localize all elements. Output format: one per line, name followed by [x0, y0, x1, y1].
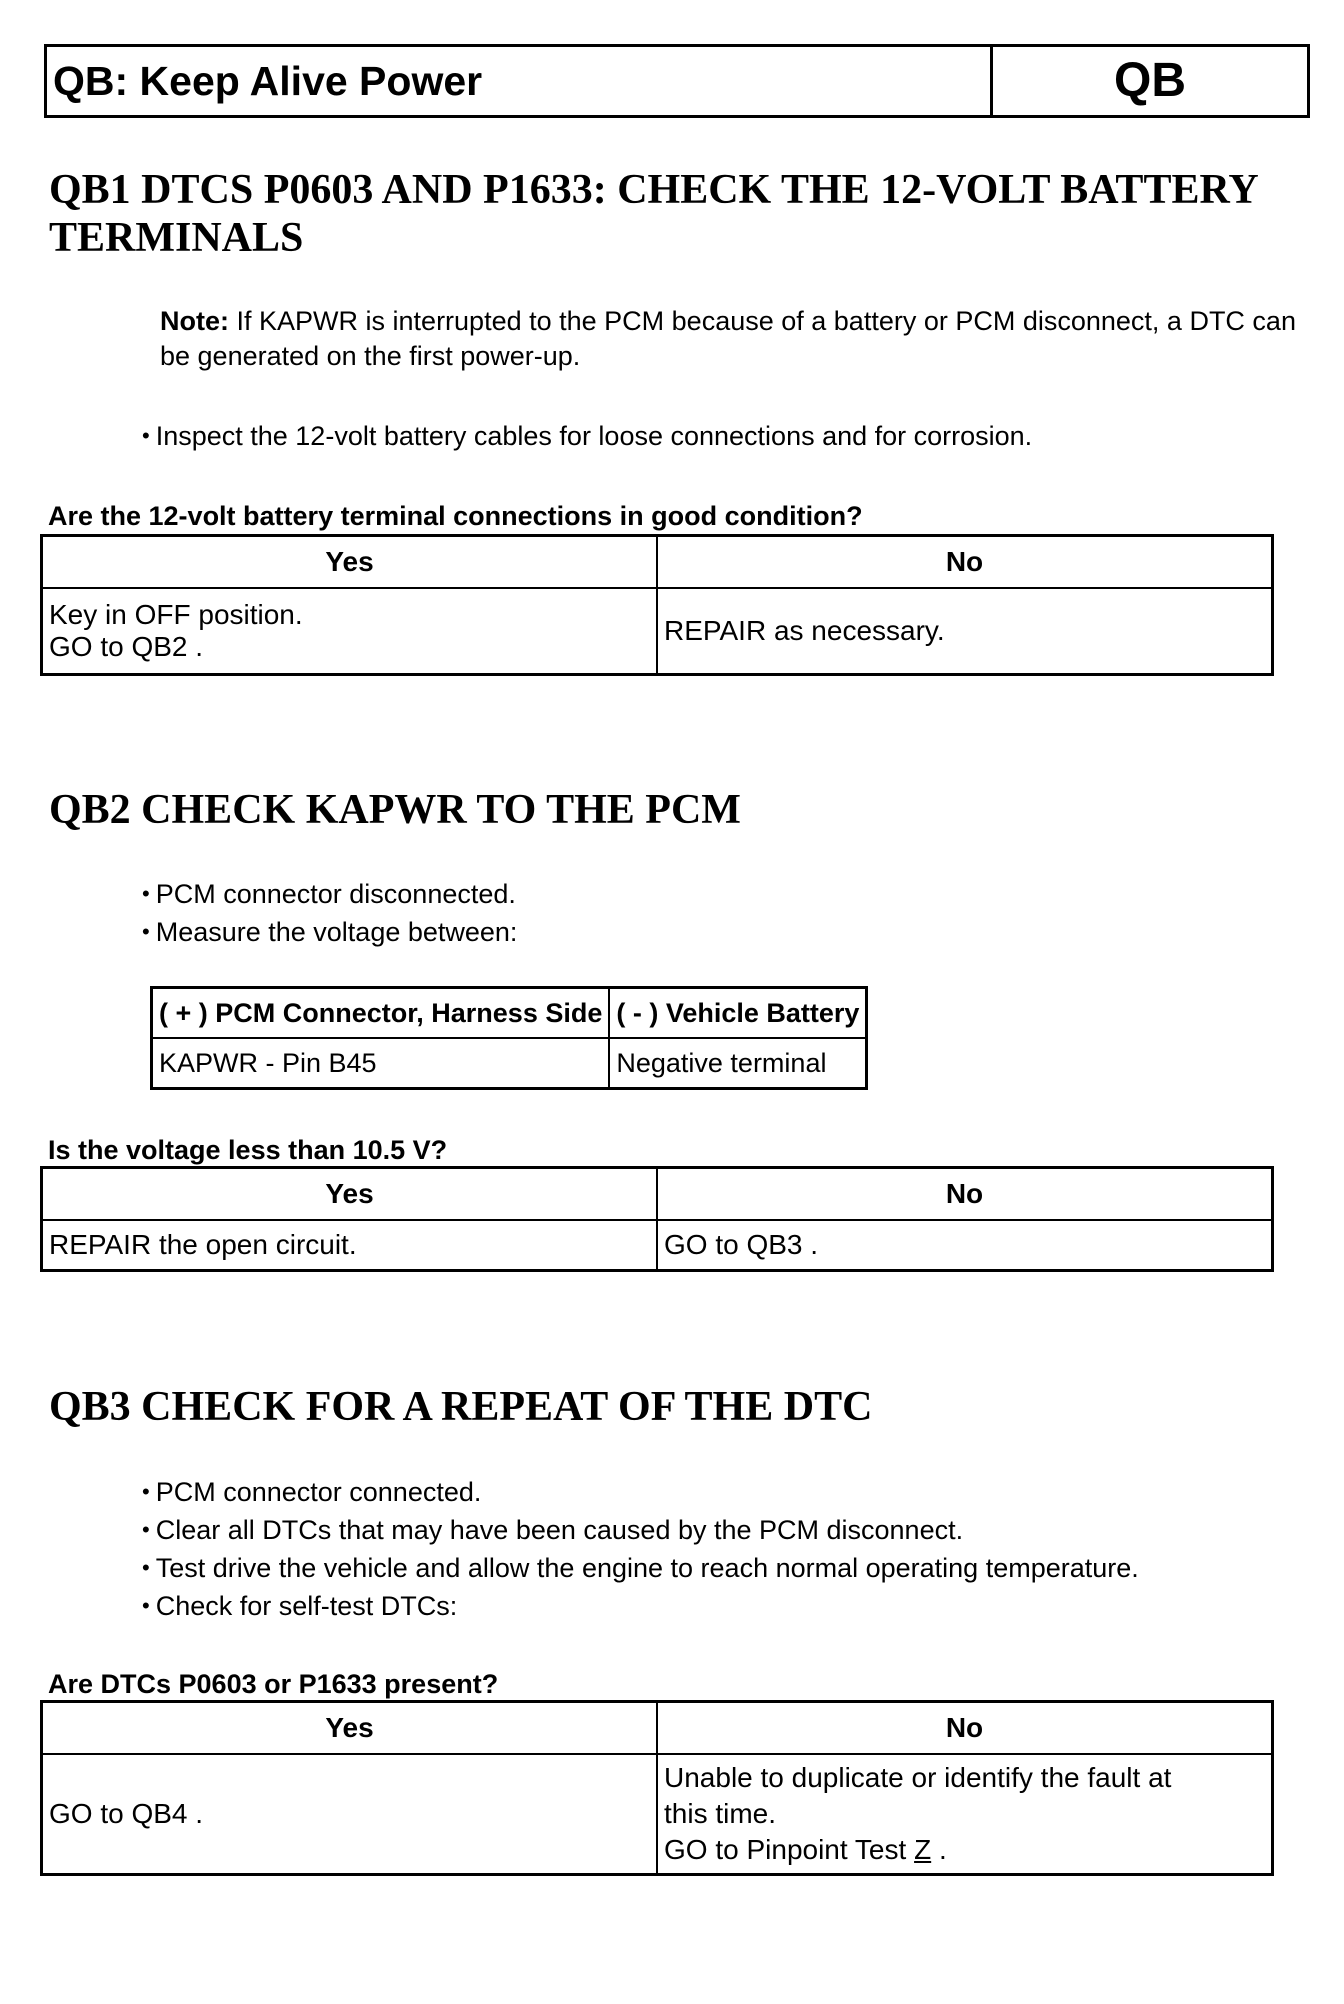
no-cell: REPAIR as necessary.: [657, 588, 1273, 674]
table-row: [42, 1754, 1273, 1874]
table-row: [42, 1220, 1273, 1270]
list-item: • PCM connector connected.: [142, 1474, 1139, 1512]
pinpoint-test-link[interactable]: Z: [914, 1833, 932, 1865]
list-item: • Measure the voltage between:: [142, 914, 517, 952]
yes-header: Yes: [42, 1168, 658, 1221]
qb3-heading: QB3 CHECK FOR A REPEAT OF THE DTC: [49, 1384, 873, 1430]
qb3-bullets: [142, 1474, 1139, 1626]
yes-header: Yes: [42, 1702, 658, 1755]
note-label: Note:: [160, 306, 229, 336]
negative-lead-header: ( - ) Vehicle Battery: [609, 988, 867, 1039]
yes-cell: [42, 588, 658, 674]
list-item: • Test drive the vehicle and allow the engine to reach normal operating temperature.: [142, 1550, 1139, 1588]
table-row: [152, 1038, 867, 1089]
no-header: No: [657, 1168, 1273, 1221]
no-line-1: Unable to duplicate or identify the fault at: [664, 1761, 1172, 1793]
list-item: • PCM connector disconnected.: [142, 876, 517, 914]
page-title: QB: Keep Alive Power: [47, 47, 993, 115]
qb1-bullets: [142, 418, 1032, 456]
qb1-decision-table: [40, 534, 1274, 676]
qb2-heading: QB2 CHECK KAPWR TO THE PCM: [49, 787, 741, 833]
positive-lead-value: KAPWR - Pin B45: [152, 1038, 610, 1089]
qb1-heading: QB1 DTCS P0603 AND P1633: CHECK THE 12-VOLT BATTERY TERMINALS: [49, 167, 1258, 261]
no-line-2: this time.: [664, 1797, 777, 1829]
yes-cell: REPAIR the open circuit.: [42, 1220, 658, 1270]
yes-line-1: Key in OFF position.: [49, 598, 303, 630]
table-row: [42, 588, 1273, 674]
qb2-bullets: [142, 876, 517, 952]
qb2-decision-table: [40, 1166, 1274, 1272]
list-item: • Inspect the 12-volt battery cables for loose connections and for corrosion.: [142, 418, 1032, 456]
page-header: [44, 44, 1310, 118]
no-line-3: [664, 1832, 1265, 1868]
qb2-question: Is the voltage less than 10.5 V?: [48, 1135, 448, 1165]
qb1-note: [160, 304, 1330, 374]
yes-line-2[interactable]: GO to QB2 .: [49, 630, 204, 662]
pinpoint-prefix: GO to Pinpoint Test: [664, 1833, 915, 1865]
qb3-decision-table: [40, 1700, 1274, 1876]
note-text: If KAPWR is interrupted to the PCM because of a battery or PCM disconnect, a DTC can be generated on the first power-up.: [160, 306, 1296, 371]
negative-lead-value: Negative terminal: [609, 1038, 867, 1089]
no-cell[interactable]: GO to QB3 .: [657, 1220, 1273, 1270]
pinpoint-suffix: .: [931, 1833, 947, 1865]
list-item: • Clear all DTCs that may have been caused by the PCM disconnect.: [142, 1512, 1139, 1550]
no-header: No: [657, 536, 1273, 589]
section-code: QB: [1114, 54, 1186, 107]
list-item: • Check for self-test DTCs:: [142, 1588, 1139, 1626]
positive-lead-header: ( + ) PCM Connector, Harness Side: [152, 988, 610, 1039]
yes-cell[interactable]: GO to QB4 .: [42, 1754, 658, 1874]
qb1-question: Are the 12-volt battery terminal connections in good condition?: [48, 501, 863, 531]
qb3-question: Are DTCs P0603 or P1633 present?: [48, 1669, 499, 1699]
yes-header: Yes: [42, 536, 658, 589]
no-header: No: [657, 1702, 1273, 1755]
measurement-table: [150, 986, 868, 1090]
no-cell: [657, 1754, 1273, 1874]
